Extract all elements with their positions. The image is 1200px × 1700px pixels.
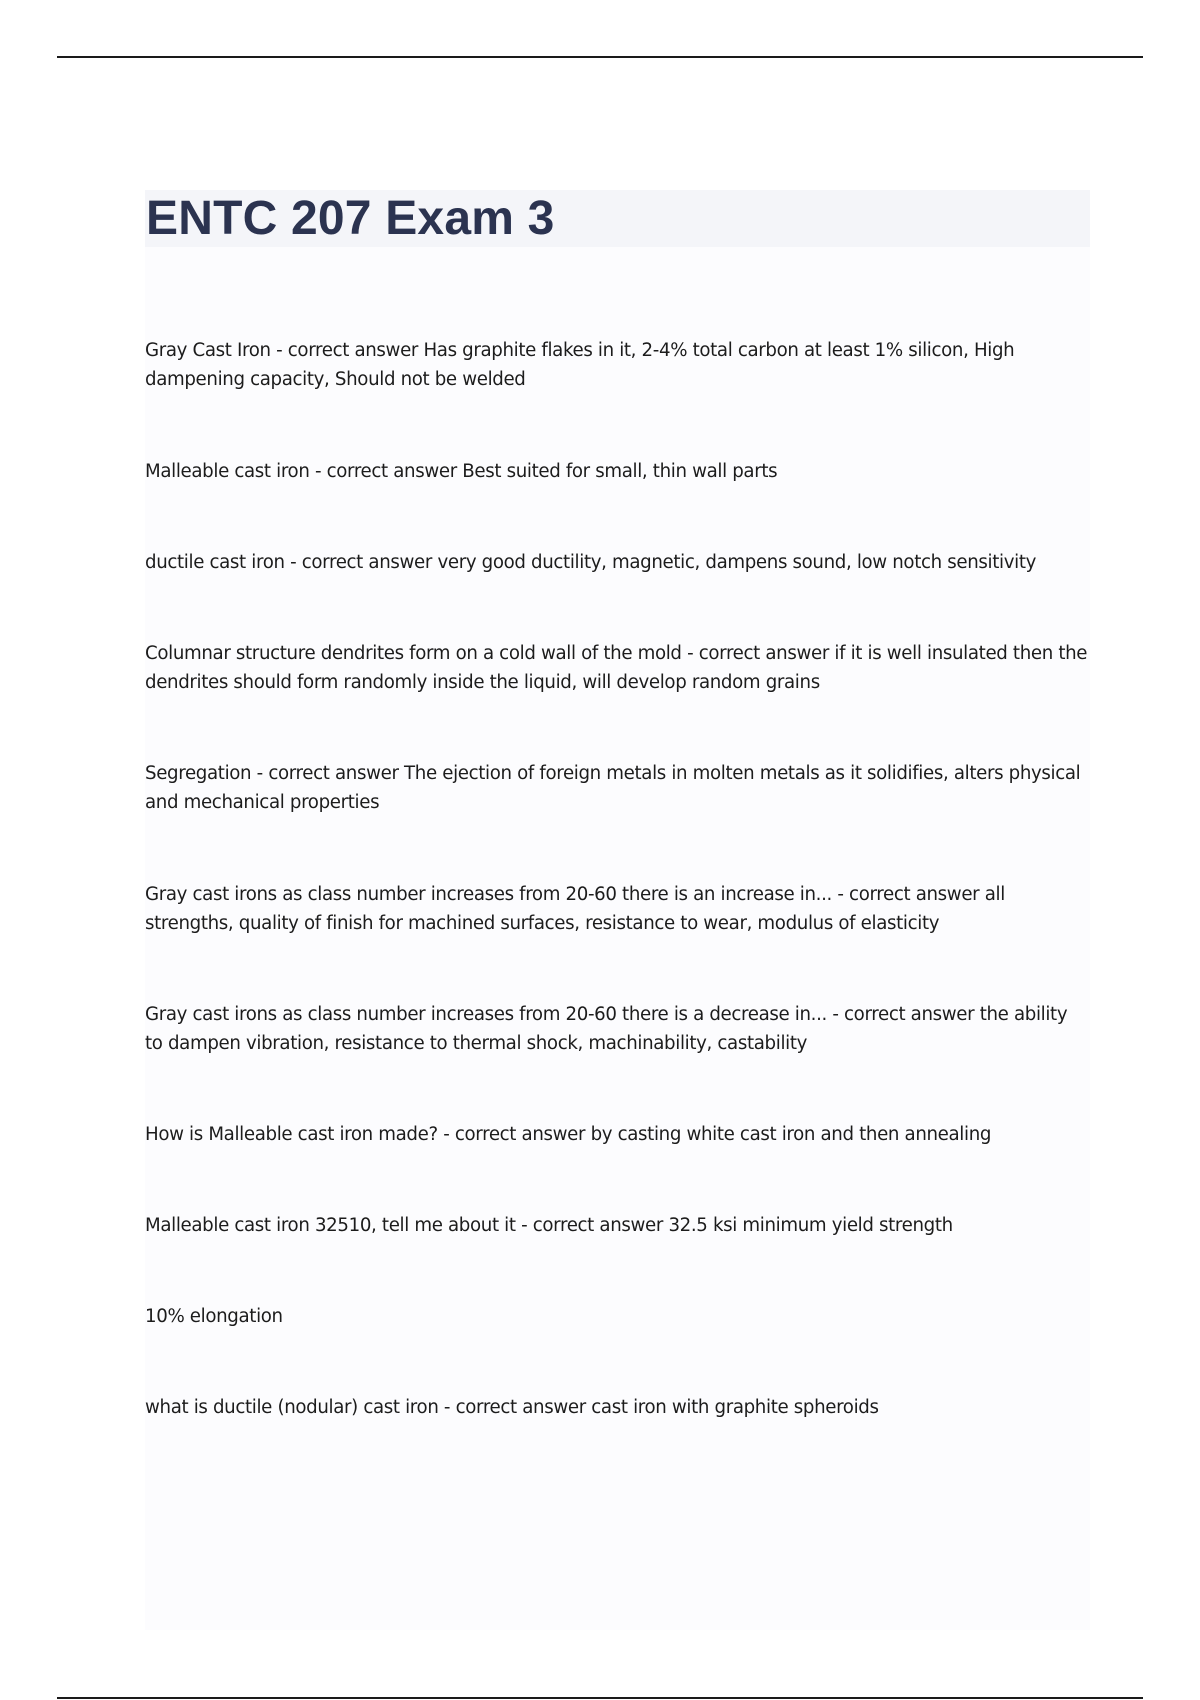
answer-text: if it is well insulated then the dendrites should form randomly inside the liquid, will develop random grains [145,643,1088,693]
question-text: Malleable cast iron 32510, tell me about it - [145,1215,533,1236]
qa-entry [145,1120,1090,1149]
answer-text: 32.5 ksi minimum yield strength [668,1215,953,1236]
qa-entry [145,639,1090,697]
answer-label: correct answer [455,1397,586,1418]
answer-text: Has graphite flakes in it, 2-4% total carbon at least 1% silicon, High dampening capacity, Should not be welded [145,340,1015,390]
bottom-rule [57,1697,1143,1699]
answer-text: very good ductility, magnetic, dampens sound, low notch sensitivity [437,552,1037,573]
answer-label: correct answer [698,643,829,664]
answer-text: The ejection of foreign metals in molten metals as it solidifies, alters physical and mechanical properties [145,763,1081,813]
qa-entry [145,759,1090,817]
qa-entry [145,457,1090,486]
qa-entry [145,336,1090,394]
top-rule [57,56,1143,58]
question-text: How is Malleable cast iron made? - [145,1124,455,1145]
answer-text: all strengths, quality of finish for machined surfaces, resistance to wear, modulus of elasticity [145,884,1005,934]
question-text: Malleable cast iron - [145,461,327,482]
answer-label: correct answer [849,884,980,905]
question-text: what is ductile (nodular) cast iron - [145,1397,456,1418]
question-text: Gray cast irons as class number increases from 20-60 there is a decrease in... - [145,1004,844,1025]
qa-entry [145,1211,1090,1240]
question-text: Gray Cast Iron - [145,340,288,361]
answer-text: by casting white cast iron and then annealing [590,1124,992,1145]
question-text: Columnar structure dendrites form on a cold wall of the mold - [145,643,699,664]
answer-label: correct answer [268,763,399,784]
answer-label: correct answer [532,1215,663,1236]
answer-text: the ability to dampen vibration, resistance to thermal shock, machinability, castability [145,1004,1068,1054]
qa-entry [145,548,1090,577]
answer-label: correct answer [326,461,457,482]
question-text: ductile cast iron - [145,552,302,573]
answer-text: 10% elongation [145,1306,283,1327]
question-text: Gray cast irons as class number increases from 20-60 there is an increase in... - [145,884,849,905]
answer-label: correct answer [301,552,432,573]
answer-label: correct answer [844,1004,975,1025]
question-text: Segregation - [145,763,268,784]
document-title: ENTC 207 Exam 3 [146,192,555,245]
answer-label: correct answer [287,340,419,361]
answer-text: cast iron with graphite spheroids [591,1397,879,1418]
answer-text: Best suited for small, thin wall parts [462,461,778,482]
qa-continuation [145,1302,1090,1331]
qa-entry [145,1393,1090,1422]
qa-entry [145,1000,1090,1058]
answer-label: correct answer [454,1124,586,1145]
qa-entry [145,880,1090,938]
